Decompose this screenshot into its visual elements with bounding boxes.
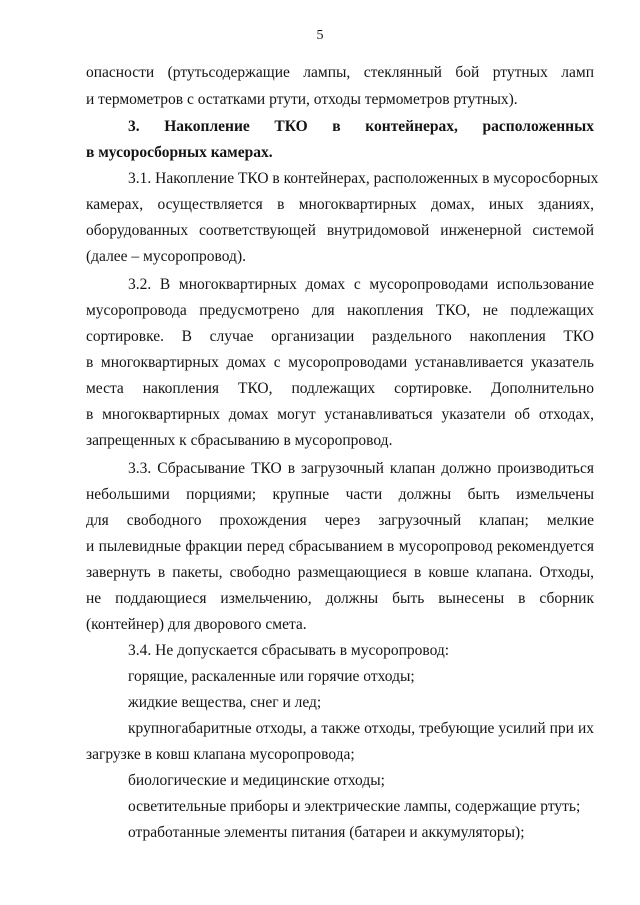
paragraph-line: 3.4. Не допускается сбрасывать в мусоропровод: bbox=[128, 642, 450, 659]
paragraph-line: не поддающиеся измельчению, должны быть вынесены в сборник bbox=[86, 590, 594, 607]
text-line: и термометров с остатками ртути, отходы термометров ртутных). bbox=[86, 91, 518, 108]
list-item: биологические и медицинские отходы; bbox=[128, 772, 385, 789]
heading-number: 3. bbox=[128, 118, 140, 135]
section-heading bbox=[128, 116, 594, 138]
paragraph-line: сортировке. В случае организации раздельного накопления ТКО bbox=[86, 328, 594, 345]
list-item-continuation: загрузке в ковш клапана мусоропровода; bbox=[86, 746, 355, 763]
list-item: отработанные элементы питания (батареи и аккумуляторы); bbox=[128, 824, 525, 841]
paragraph-line: небольшими порциями; крупные части должны быть измельчены bbox=[86, 486, 594, 503]
paragraph-line: оборудованных соответствующей внутридомовой инженерной системой bbox=[86, 222, 594, 239]
section-heading-line2: в мусоросборных камерах. bbox=[86, 144, 273, 161]
heading-word: Накопление bbox=[164, 118, 250, 135]
paragraph-line: 3.2. В многоквартирных домах с мусоропроводами использование bbox=[128, 276, 594, 293]
text-line: опасности (ртутьсодержащие лампы, стеклянный бой ртутных ламп bbox=[86, 64, 594, 81]
list-item: осветительные приборы и электрические лампы, содержащие ртуть; bbox=[128, 798, 581, 815]
paragraph-line: в многоквартирных домах с мусоропроводами устанавливается указатель bbox=[86, 354, 594, 371]
paragraph-line: для свободного прохождения через загрузочный клапан; мелкие bbox=[86, 512, 594, 529]
list-item: крупногабаритные отходы, а также отходы, требующие усилий при их bbox=[128, 720, 594, 737]
list-item: горящие, раскаленные или горячие отходы; bbox=[128, 668, 415, 685]
paragraph-line: (контейнер) для дворового смета. bbox=[86, 616, 307, 633]
paragraph-line: завернуть в пакеты, свободно размещающиеся в ковше клапана. Отходы, bbox=[86, 564, 594, 581]
paragraph-line: 3.1. Накопление ТКО в контейнерах, расположенных в мусоросборных bbox=[128, 170, 599, 187]
heading-word: ТКО bbox=[274, 118, 308, 135]
list-item: жидкие вещества, снег и лед; bbox=[128, 694, 322, 711]
heading-word: в bbox=[332, 118, 341, 135]
heading-word: контейнерах, bbox=[365, 118, 458, 135]
paragraph-line: запрещенных к сбрасыванию в мусоропровод. bbox=[86, 432, 393, 449]
paragraph-line: мусоропровода предусмотрено для накопления ТКО, не подлежащих bbox=[86, 302, 594, 319]
paragraph-line: и пылевидные фракции перед сбрасыванием в мусоропровод рекомендуется bbox=[86, 538, 594, 555]
heading-word: расположенных bbox=[482, 118, 594, 135]
paragraph-line: в многоквартирных домах могут устанавливаться указатели об отходах, bbox=[86, 406, 594, 423]
paragraph-line: (далее – мусоропровод). bbox=[86, 248, 246, 265]
paragraph-line: 3.3. Сбрасывание ТКО в загрузочный клапан должно производиться bbox=[128, 460, 594, 477]
paragraph-line: места накопления ТКО, подлежащих сортировке. Дополнительно bbox=[86, 380, 594, 397]
paragraph-line: камерах, осуществляется в многоквартирных домах, иных зданиях, bbox=[86, 196, 594, 213]
page-number: 5 bbox=[316, 28, 324, 43]
